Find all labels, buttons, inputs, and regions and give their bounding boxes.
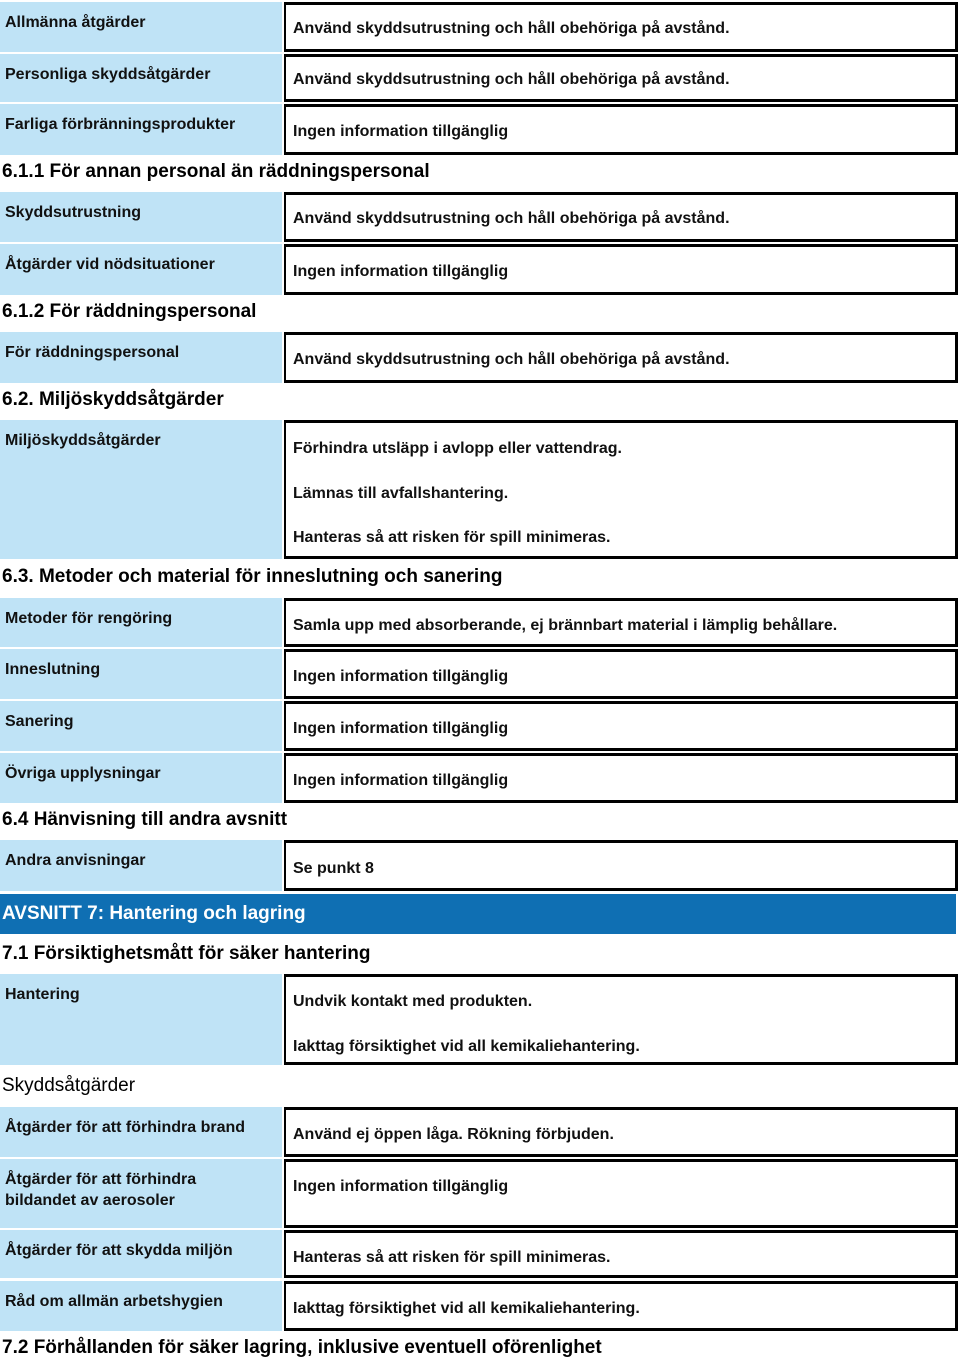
- row-inneslutning: [0, 649, 960, 699]
- row-label: Miljöskyddsåtgärder: [0, 420, 282, 559]
- row-value: Ingen information tillgänglig: [293, 668, 509, 685]
- row-value-box: [284, 974, 958, 1065]
- row-value-box: [284, 1107, 958, 1157]
- row-rad-om-arbetshygien: [0, 1281, 960, 1331]
- row-value: Använd skyddsutrustning och håll obehöriga på avstånd.: [293, 351, 730, 368]
- row-value-box: [284, 649, 958, 699]
- section-heading-6-3: 6.3. Metoder och material för inneslutning och sanering: [2, 566, 503, 587]
- row-label: Farliga förbränningsprodukter: [0, 104, 282, 155]
- row-metoder-for-rengoring: [0, 598, 960, 647]
- row-label: Övriga upplysningar: [0, 753, 282, 803]
- row-personliga-skyddsatgarder: [0, 54, 960, 102]
- section-heading-6-1-2: 6.1.2 För räddningspersonal: [2, 301, 257, 322]
- row-value-box: [284, 598, 958, 647]
- row-atgarder-vid-nodsituationer: [0, 244, 960, 295]
- row-value: Ingen information tillgänglig: [293, 263, 509, 280]
- row-value-box: [284, 192, 958, 242]
- row-value: Använd ej öppen låga. Rökning förbjuden.: [293, 1126, 614, 1143]
- row-label: Åtgärder för att förhindra bildandet av aerosoler: [0, 1159, 282, 1228]
- section-heading-6-2: 6.2. Miljöskyddsåtgärder: [2, 389, 224, 410]
- row-value: Hanteras så att risken för spill minimeras.: [293, 529, 611, 546]
- row-value: Iakttag försiktighet vid all kemikaliehantering.: [293, 1300, 640, 1317]
- row-value: Undvik kontakt med produkten.: [293, 993, 533, 1010]
- row-value-box: [284, 1159, 958, 1228]
- row-sanering: [0, 701, 960, 751]
- row-label: Personliga skyddsåtgärder: [0, 54, 282, 102]
- row-hantering: [0, 974, 960, 1065]
- row-miljoskyddsatgarder: [0, 420, 960, 559]
- row-label: Sanering: [0, 701, 282, 751]
- row-label: Hantering: [0, 974, 282, 1065]
- row-label: Åtgärder vid nödsituationer: [0, 244, 282, 295]
- section-heading-7-2: 7.2 Förhållanden för säker lagring, inklusive eventuell oförenlighet: [2, 1337, 602, 1358]
- row-skyddsutrustning: [0, 192, 960, 242]
- row-value: Ingen information tillgänglig: [293, 123, 509, 140]
- row-atgarder-forhindra-brand: [0, 1107, 960, 1157]
- row-value-box: [284, 1281, 958, 1331]
- row-atgarder-forhindra-aerosoler: [0, 1159, 960, 1228]
- section-heading-6-4: 6.4 Hänvisning till andra avsnitt: [2, 809, 288, 830]
- row-value: Samla upp med absorberande, ej brännbart material i lämplig behållare.: [293, 617, 838, 634]
- row-farliga-forbranningsprodukter: [0, 104, 960, 155]
- row-value-box: [284, 104, 958, 155]
- row-label: Andra anvisningar: [0, 840, 282, 891]
- row-atgarder-skydda-miljon: [0, 1230, 960, 1278]
- row-label: Metoder för rengöring: [0, 598, 282, 647]
- row-value-box: [284, 840, 958, 891]
- row-label: Råd om allmän arbetshygien: [0, 1281, 282, 1331]
- row-label: Allmänna åtgärder: [0, 2, 282, 52]
- row-label: Åtgärder för att förhindra brand: [0, 1107, 282, 1157]
- row-andra-anvisningar: [0, 840, 960, 891]
- row-value: Förhindra utsläpp i avlopp eller vattendrag.: [293, 440, 622, 457]
- row-label: Inneslutning: [0, 649, 282, 699]
- row-value: Använd skyddsutrustning och håll obehöriga på avstånd.: [293, 210, 730, 227]
- row-value: Ingen information tillgänglig: [293, 1178, 509, 1195]
- row-value: Hanteras så att risken för spill minimeras.: [293, 1249, 611, 1266]
- row-value: Lämnas till avfallshantering.: [293, 485, 509, 502]
- row-ovriga-upplysningar: [0, 753, 960, 803]
- row-value: Använd skyddsutrustning och håll obehöriga på avstånd.: [293, 20, 730, 37]
- row-allmanna-atgarder: [0, 2, 960, 52]
- row-value-box: [284, 420, 958, 559]
- row-value: Ingen information tillgänglig: [293, 720, 509, 737]
- row-value: Använd skyddsutrustning och håll obehöriga på avstånd.: [293, 71, 730, 88]
- row-value-box: [284, 2, 958, 52]
- row-value-box: [284, 1230, 958, 1278]
- row-value-box: [284, 244, 958, 295]
- row-value: Iakttag försiktighet vid all kemikaliehantering.: [293, 1038, 640, 1055]
- row-value-box: [284, 332, 958, 383]
- row-for-raddningspersonal: [0, 332, 960, 383]
- row-value-box: [284, 753, 958, 803]
- row-value: Ingen information tillgänglig: [293, 772, 509, 789]
- row-label: För räddningspersonal: [0, 332, 282, 383]
- row-label: Åtgärder för att skydda miljön: [0, 1230, 282, 1278]
- section-heading-7-1: 7.1 Försiktighetsmått för säker hantering: [2, 943, 371, 964]
- row-value-box: [284, 54, 958, 102]
- section-banner-avsnitt-7: AVSNITT 7: Hantering och lagring: [0, 894, 956, 934]
- section-heading-skyddsatgarder: Skyddsåtgärder: [2, 1075, 136, 1096]
- row-label: Skyddsutrustning: [0, 192, 282, 242]
- section-heading-6-1-1: 6.1.1 För annan personal än räddningspersonal: [2, 161, 430, 182]
- row-value: Se punkt 8: [293, 860, 374, 877]
- row-value-box: [284, 701, 958, 751]
